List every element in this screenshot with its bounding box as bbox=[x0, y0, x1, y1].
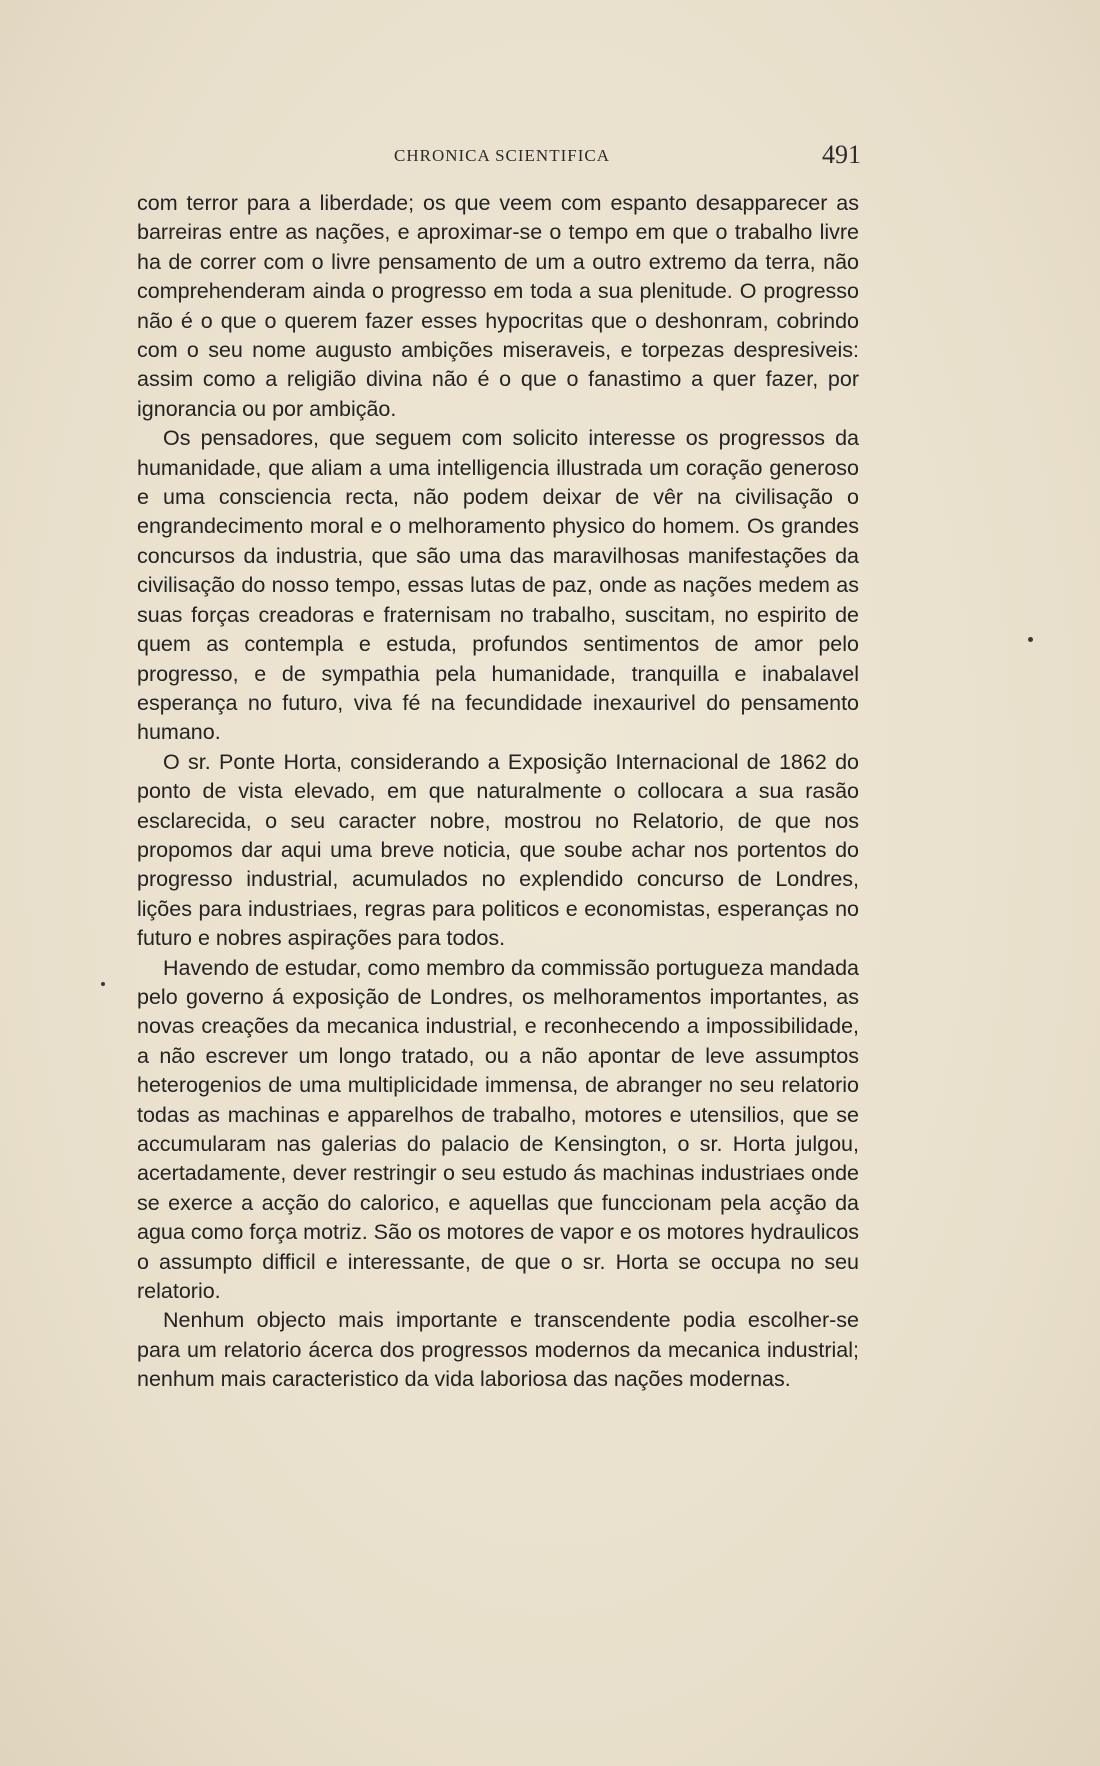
page-number: 491 bbox=[822, 140, 861, 169]
paper-speck bbox=[101, 982, 105, 986]
paragraph: Havendo de estudar, como membro da commissão portugueza mandada pelo governo á exposição de Londres, os melhoramentos importantes, as novas creações da mecanica industrial, e reconhecendo a impossibilidade, a não escrever um longo tratado, ou a não apontar de leve assumptos heterogenios de uma multiplicidade immensa, de abranger no seu relatorio todas as machinas e apparelhos de trabalho, motores e utensilios, que se accumularam nas galerias do palacio de Kensington, o sr. Horta julgou, acertadamente, dever restringir o seu estudo ás machinas industriaes onde se exerce a acção do calorico, e aquellas que funccionam pela acção da agua como força motriz. São os motores de vapor e os motores hydraulicos o assumpto difficil e interessante, de que o sr. Horta se occupa no seu relatorio. bbox=[137, 955, 859, 1304]
paragraph: O sr. Ponte Horta, considerando a Exposição Internacional de 1862 do ponto de vista elevado, em que naturalmente o collocara a sua rasão esclarecida, o seu caracter nobre, mostrou no Relatorio, de que nos propomos dar aqui uma breve noticia, que soube achar nos portentos do progresso industrial, acumulados no explendido concurso de Londres, lições para industriaes, regras para politicos e economistas, esperanças no futuro e nobres aspirações para todos. bbox=[137, 749, 859, 951]
paragraph: Nenhum objecto mais importante e transcendente podia escolher-se para um relatorio ácerca dos progressos modernos da mecanica industrial; nenhum mais caracteristico da vida laboriosa das nações modernas. bbox=[137, 1308, 859, 1392]
running-title: CHRONICA SCIENTIFICA bbox=[394, 146, 610, 165]
paper-speck bbox=[1028, 637, 1033, 642]
paragraph: Os pensadores, que seguem com solicito interesse os progressos da humanidade, que aliam a uma intelligencia illustrada um coração generoso e uma consciencia recta, não podem deixar de vêr na civilisação o engrandecimento moral e o melhoramento physico do homem. Os grandes concursos da industria, que são uma das maravilhosas manifestações da civilisação do nosso tempo, essas lutas de paz, onde as nações medem as suas forças creadoras e fraternisam no trabalho, suscitam, no espirito de quem as contempla e estuda, profundos sentimentos de amor pelo progresso, e de sympathia pela humanidade, tranquilla e inabalavel esperança no futuro, viva fé na fecundidade inexaurivel do pensamento humano. bbox=[137, 426, 859, 745]
body-text bbox=[137, 189, 859, 1395]
paragraph: com terror para a liberdade; os que veem com espanto desapparecer as barreiras entre as nações, e aproximar-se o tempo em que o trabalho livre ha de correr com o livre pensamento de um a outro extremo da terra, não comprehenderam ainda o progresso em toda a sua plenitude. O progresso não é o que o querem fazer esses hypocritas que o deshonram, cobrindo com o seu nome augusto ambições miseraveis, e torpezas despresiveis: assim como a religião divina não é o que o fanastimo a quer fazer, por ignorancia ou por ambição. bbox=[137, 191, 859, 421]
